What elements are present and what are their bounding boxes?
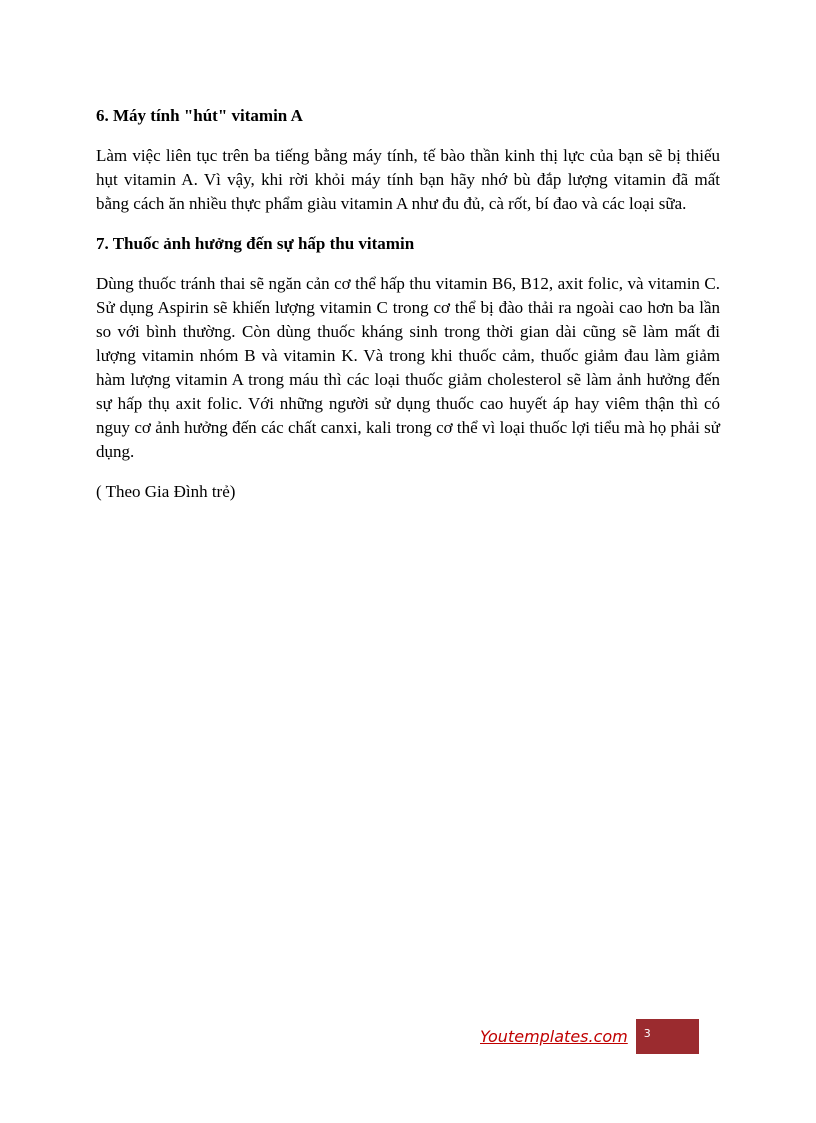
footer-website-link[interactable]: Youtemplates.com xyxy=(480,1027,628,1046)
page-number-badge: 3 xyxy=(636,1019,699,1054)
section-6-paragraph: Làm việc liên tục trên ba tiếng bằng máy tính, tế bào thần kinh thị lực của bạn sẽ bị thiếu hụt vitamin A. Vì vậy, khi rời khỏi máy tính bạn hãy nhớ bù đắp lượng vitamin đã mất bằng cách ăn nhiều thực phẩm giàu vitamin A như đu đủ, cà rốt, bí đao và các loại sữa. xyxy=(96,146,720,213)
section-7-paragraph: Dùng thuốc tránh thai sẽ ngăn cản cơ thể hấp thu vitamin B6, B12, axit folic, và vitamin C. Sử dụng Aspirin sẽ khiến lượng vitamin C trong cơ thể bị đào thải ra ngoài cao hơn ba lần so với bình thường. Còn dùng thuốc kháng sinh trong thời gian dài cũng sẽ làm mất đi lượng vitamin nhóm B và vitamin K. Và trong khi thuốc cảm, thuốc giảm đau làm giảm hàm lượng vitamin A trong máu thì các loại thuốc giảm cholesterol sẽ làm ảnh hưởng đến sự hấp thụ axit folic. Với những người sử dụng thuốc cao huyết áp hay viêm thận thì có nguy cơ ảnh hưởng đến các chất canxi, kali trong cơ thể vì loại thuốc lợi tiểu mà họ phải sử dụng. xyxy=(96,274,720,461)
section-7-heading: 7. Thuốc ảnh hưởng đến sự hấp thu vitamin xyxy=(96,234,415,253)
document-body xyxy=(96,96,720,504)
section-6-heading: 6. Máy tính "hút" vitamin A xyxy=(96,106,303,125)
page-footer xyxy=(480,1019,699,1054)
source-citation: ( Theo Gia Đình trẻ) xyxy=(96,482,236,501)
